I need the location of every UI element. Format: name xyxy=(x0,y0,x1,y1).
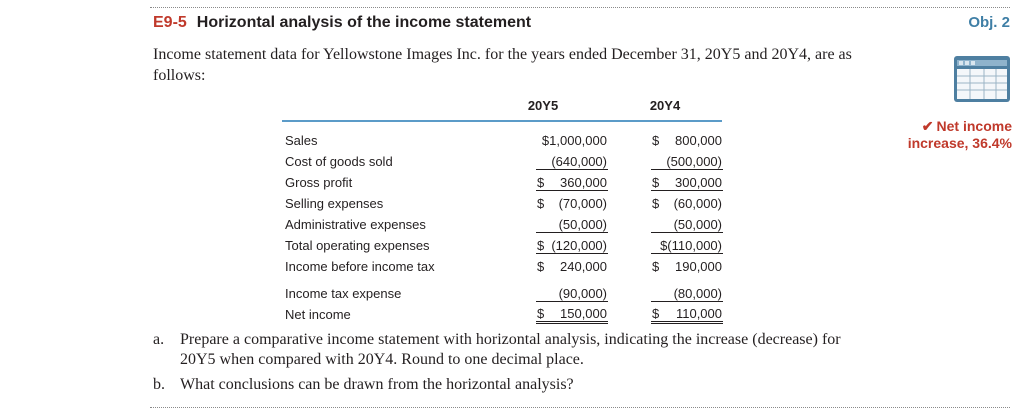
objective-label: Obj. 2 xyxy=(968,14,1010,31)
row-label: Income before income tax xyxy=(285,259,435,274)
check-answer-text: Net income increase, 36.4% xyxy=(907,118,1012,151)
spreadsheet-icon xyxy=(954,56,1010,102)
amount-20y5: (90,000) xyxy=(536,286,608,302)
row-label: Total operating expenses xyxy=(285,238,430,253)
exercise-heading xyxy=(153,14,531,32)
question-list xyxy=(153,330,853,400)
amount-20y4: (50,000) xyxy=(651,217,723,233)
table-row xyxy=(285,130,725,151)
table-row xyxy=(285,193,725,214)
amount-20y4: $ 110,000 xyxy=(651,306,723,324)
table-row xyxy=(285,304,725,325)
row-label: Income tax expense xyxy=(285,286,402,301)
exercise-title: Horizontal analysis of the income statement xyxy=(196,14,532,31)
table-row xyxy=(285,151,725,172)
amount-20y5: $1,000,000 xyxy=(541,133,607,148)
amount-20y5: $ (120,000) xyxy=(537,237,607,253)
amount-20y4: $ 800,000 xyxy=(652,133,722,148)
question-item xyxy=(153,330,853,370)
amount-20y5: $ 150,000 xyxy=(536,306,608,324)
amount-20y4: $ 300,000 xyxy=(652,174,722,190)
question-text: What conclusions can be drawn from the horizontal analysis? xyxy=(180,376,574,393)
row-label: Sales xyxy=(285,133,318,148)
row-label: Selling expenses xyxy=(285,196,384,211)
top-dotted-rule xyxy=(150,7,1010,8)
table-row xyxy=(285,172,725,193)
header-rule xyxy=(282,120,722,122)
exercise-number: E9-5 xyxy=(153,14,187,31)
row-label: Cost of goods sold xyxy=(285,154,393,169)
question-letter: b. xyxy=(153,376,165,393)
amount-20y4: $(110,000) xyxy=(651,238,723,254)
check-answer xyxy=(900,118,1012,152)
table-row xyxy=(285,277,725,304)
row-label: Administrative expenses xyxy=(285,217,426,232)
table-row xyxy=(285,256,725,277)
question-letter: a. xyxy=(153,331,165,348)
question-text: Prepare a comparative income statement with horizontal analysis, indicating the increase (decrease) for 20Y5 when compared with 20Y4. Round to one decimal place. xyxy=(180,331,841,368)
amount-20y4: (80,000) xyxy=(651,286,723,302)
intro-paragraph: Income statement data for Yellowstone Images Inc. for the years ended December 31, 20Y5 and 20Y4, are as follows: xyxy=(153,46,852,84)
amount-20y5: $ 240,000 xyxy=(537,259,607,274)
check-icon: ✔ xyxy=(921,118,934,134)
amount-20y5: $ (70,000) xyxy=(537,196,607,211)
bottom-dotted-rule xyxy=(150,407,1010,408)
column-header-20y4: 20Y4 xyxy=(649,98,681,113)
table-row xyxy=(285,235,725,256)
amount-20y4: $ 190,000 xyxy=(652,259,722,274)
amount-20y5: $ 360,000 xyxy=(537,174,607,190)
amount-20y5: (50,000) xyxy=(536,217,608,233)
question-item xyxy=(153,375,853,395)
row-label: Net income xyxy=(285,307,351,322)
income-statement-table xyxy=(285,130,725,325)
row-label: Gross profit xyxy=(285,175,353,190)
amount-20y5: (640,000) xyxy=(536,154,608,170)
amount-20y4: (500,000) xyxy=(651,154,723,170)
amount-20y4: $ (60,000) xyxy=(652,196,722,211)
column-header-20y5: 20Y5 xyxy=(527,98,559,113)
table-row xyxy=(285,214,725,235)
